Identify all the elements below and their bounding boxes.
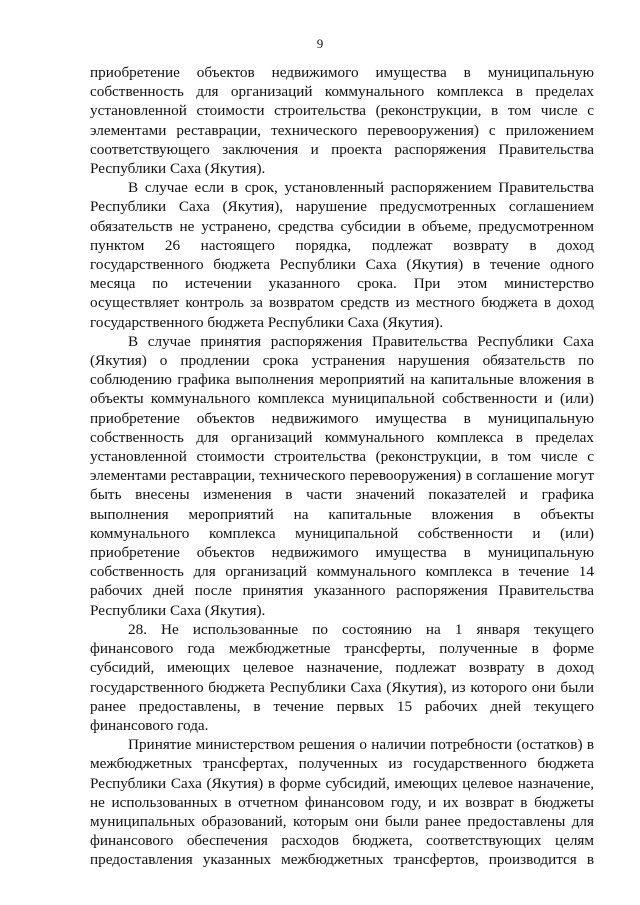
paragraph-violation-not-eliminated: В случае если в срок, установленный распоряжением Правительства Республики Саха (Якутия), нарушение предусмотренных соглашением обязательств не устранено, средства субсидии в объеме, предусмотренном пунктом 26 настоящего порядка, подлежат возврату в доход государственного бюджета Республики Саха (Якутия) в течение одного месяца по истечении указанного срока. При этом министерство осуществляет контроль за возвратом средств из местного бюджета в доход государственного бюджета Республики Саха (Якутия).	[90, 179, 594, 331]
paragraph-deadline-extension: В случае принятия распоряжения Правительства Республики Саха (Якутия) о продлении срока устранения нарушения обязательств по соблюдению графика выполнения мероприятий на капитальные вложения в объекты коммунального комплекса муниципальной собственности и (или) приобретение объектов недвижимого имущества в муниципальную собственность для организаций коммунального комплекса в пределах установленной стоимости строительства (реконструкции, в том числе с элементами реставрации, технического перевооружения) в соглашение могут быть внесены изменения в части значений показателей и графика выполнения мероприятий на капитальные вложения в объекты коммунального комплекса муниципальной собственности и (или) приобретение объектов недвижимого имущества в муниципальную собственность для организаций коммунального комплекса в течение 14 рабочих дней после принятия указанного распоряжения Правительства Республики Саха (Якутия).	[90, 332, 594, 619]
paragraph-ministry-decision: Принятие министерством решения о наличии потребности (остатков) в межбюджетных трансфертах, полученных из государственного бюджета Республики Саха (Якутия) в форме субсидий, имеющих целевое назначение, не использованных в отчетном финансовом году, и их возврат в бюджеты муниципальных образований, которым они были ранее предоставлены для финансового обеспечения расходов бюджета, соответствующих целям предоставления указанных межбюджетных трансфертов, производится в	[90, 736, 594, 869]
document-body	[90, 63, 594, 870]
paragraph-continuation: приобретение объектов недвижимого имущества в муниципальную собственность для организаций коммунального комплекса в пределах установленной стоимости строительства (реконструкции, в том числе с элементами реставрации, технического перевооружения) с приложением соответствующего заключения и проекта распоряжения Правительства Республики Саха (Якутия).	[90, 64, 594, 178]
page-number: 9	[316, 36, 324, 51]
paragraph-item-28: 28. Не использованные по состоянию на 1 января текущего финансового года межбюджетные трансферты, полученные в форме субсидий, имеющих целевое назначение, подлежат возврату в доход государственного бюджета Республики Саха (Якутия), из которого они были ранее предоставлены, в течение первых 15 рабочих дней текущего финансового года.	[90, 620, 594, 734]
